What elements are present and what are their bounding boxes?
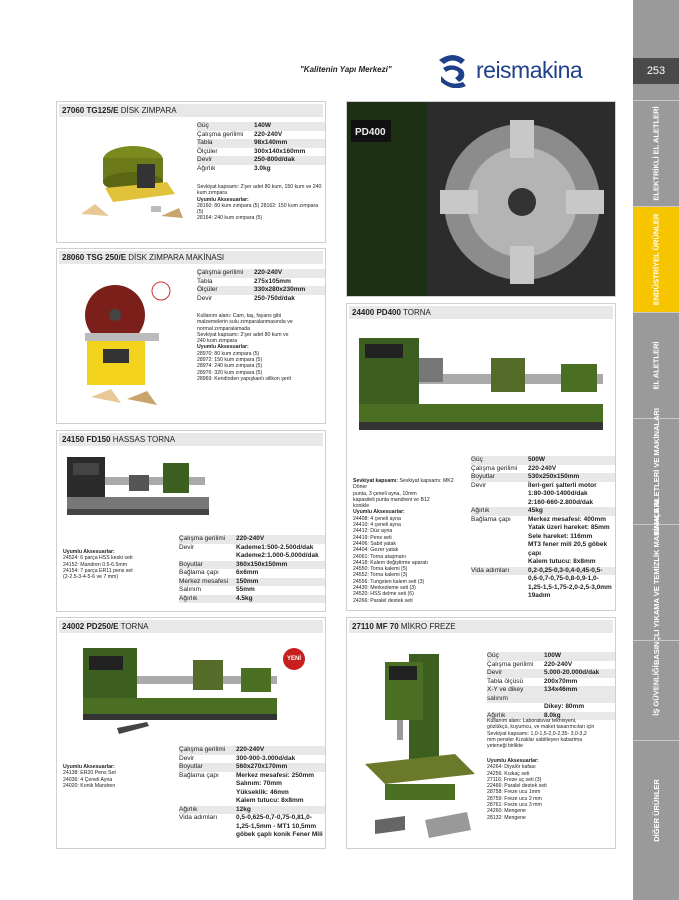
product-notes: Kullanım alanı: Laboratuvar teknisyeni, gözlükçü, kuyumcu, ve maket tasarımcıları için Sevkiyat kapsamı: 1,0-1,5-2,0-2,35- 3,0-3,2 mm pensler Kızaklar sabitleyen kabartma yeteneği birlikte <box>487 718 595 750</box>
tab-is-guvenligi[interactable]: İŞ GÜVENLİĞİ <box>633 640 679 740</box>
product-notes: Sevkiyat kapsamı: Sevkiyat kapsamı: MK2 Döner punta, 3 çeneli ayna, 10mm kapasiteli punta mandreni ve B12 konikle Uyumlu Aksesuarlar: 24408: 4 çeneli ayna 24410: 4 çeneli ayna 24412: Düz ayna 24419: Pens seti 24406: Sabit yatak 24404: Gezer yatak 24061: Torna ataşmanı 24418: Kalem değiştirme aparatı 24550: Torna kalemi (5) 24552: Torna kalemi (3) 24556: Tungsten kalem seti (3) 24430: Merkezleme seti (3) 24520: HSS delme seti (6) 24266: Paralel destek seti <box>353 478 454 604</box>
chuck-photo <box>346 101 616 297</box>
micro-mill-image <box>355 644 481 844</box>
product-notes: Uyumlu Aksesuarlar: 24524: 6 parça HSS keski seti 24152: Mandren 0.5-6.5mm 24154: 7 parça ER11 pens set (2-2.5-3-4-5-6 ve 7 mm) <box>63 549 133 581</box>
product-notes: Sevkiyat kapsamı: 2'şer adet 80 kum, 150 kum ve 240 kum zımpara Uyumlu Aksesuarlar: 28160: 80 kum zımpara (5) 28162: 150 kum zımpara (5) 28164: 240 kum zımpara (5) <box>197 184 322 222</box>
product-title: 24002 PD250/E TORNA <box>59 620 323 633</box>
product-card-mf70 <box>346 617 616 849</box>
tab-endustriyel[interactable]: ENDÜSTRİYEL ÜRÜNLER <box>633 206 679 312</box>
product-title: 24150 FD150 HASSAS TORNA <box>59 433 323 446</box>
product-card-tsg250 <box>56 248 326 424</box>
product-card-pd400 <box>346 303 616 611</box>
precision-lathe-image <box>63 447 213 529</box>
product-title: 24400 PD400 TORNA <box>349 306 613 319</box>
tab-diger[interactable]: DİĞER ÜRÜNLER <box>633 740 679 880</box>
brand-name: reismakina <box>476 57 583 83</box>
lathe-pd400-image <box>355 328 611 448</box>
product-title: 27110 MF 70 MİKRO FREZE <box>349 620 613 633</box>
product-title: 28060 TSG 250/E DİSK ZIMPARA MAKİNASI <box>59 251 323 264</box>
tab-bahce[interactable]: BAHÇE ALETLERİ VE MAKİNALARI <box>633 418 679 524</box>
lathe-chuck-image <box>347 102 616 297</box>
reis-logo-icon <box>435 52 471 88</box>
product-card-fd150 <box>56 430 326 612</box>
spec-list: Güç 500W Çalışma gerilimi 220-240V Boyutlar 530x250x150mm Devir İleri-geri şalterli motor 1:80-300-1400d/dak 2:160-660-2.800d/dak Ağırlık 45kg Bağlama çapı Merkez mesafesi: 400mm Yatak üzeri hareket: 85mm Sele hareket: 116mm MT3 fener mili 20,5 göbek çapı Kalem tutucu: 8x8mm Vida adımları 0,2-0,25-0,3-0,4-0,45-0,5- 0,6-0,7-0,75-0,8-0,9-1,0- 1,25-1,5-1,75-2,0-2,5-3,0mm 19adım <box>471 456 615 601</box>
spec-list: Güç 140W Çalışma gerilimi 220-240V Tabla 98x140mm Ölçüler 300x140x160mm Devir 250-800d/dak Ağırlık 3.0kg <box>197 122 325 173</box>
product-notes: Kullanım alanı: Cam, taş, fayans gibi malzemelerin sulu zımparalanmasında ve normal zımparalamada Sevkiyat kapsamı: 2'şer adet 80 kum ve 240 kum zımpara Uyumlu Aksesuarlar: 28970: 80 kum zımpara (5) 28972: 150 kum zımpara (5) 28974: 240 kum zımpara (5) 28976: 320 kum zımpara (5) 28969: Kendinden yapışkanlı silikon şerit <box>197 313 293 382</box>
page-header <box>300 52 630 88</box>
product-title: 27060 TG125/E DİSK ZIMPARA <box>59 104 323 117</box>
new-badge: YENİ <box>283 648 305 670</box>
tab-el-aletleri[interactable]: EL ALETLERİ <box>633 312 679 418</box>
spec-list: Çalışma gerilimi 220-240V Tabla 275x105mm Ölçüler 330x280x230mm Devir 250-750d/dak <box>197 269 325 303</box>
photo-label: PD400 <box>355 127 386 138</box>
spec-list: Çalışma gerilimi 220-240V Devir Kademe1:500-2.500d/dak Kademe2:1.000-5.000d/dak Boyutlar 360x150x150mm Bağlama çapı 6x6mm Merkez mesafesi 150mm Salınım 55mm Ağırlık 4.5kg <box>179 535 325 603</box>
product-card-pd250 <box>56 617 326 849</box>
tab-elektrikli[interactable]: ELEKTRİKLİ EL ALETLERİ <box>633 100 679 206</box>
lathe-pd250-image <box>77 638 283 742</box>
spec-list: Çalışma gerilimi 220-240V Devir 300-900-3.000d/dak Boyutlar 560x270x170mm Bağlama çapı Merkez mesafesi: 250mm Salınım: 70mm Yükseklik: 46mm Kalem tutucu: 8x8mm Ağırlık 12kg Vida adımları 0,5-0,625-0,7-0,75-0,81,0- 1,25-1,5mm - MT1 10,5mm göbek çaplı konik Fener Mili <box>179 746 325 840</box>
spec-list: Güç 100W Çalışma gerilimi 220-240V Devir 5.000-20.000d/dak Tabla ölçüsü 200x70mm X-Y ve dikey salınım 134x46mm Dikey: 80mm Ağırlık 8.0kg <box>487 652 615 720</box>
product-card-tg125 <box>56 101 326 243</box>
page-number: 253 <box>633 58 679 84</box>
disk-sander-machine-image <box>63 271 191 411</box>
accessory-list: Uyumlu Aksesuarlar: 24264: Diyalör kafası 24256: Kıskaç seti 27116: Freze uç seti (3) 22466: Paralel destek seti 28758: Freze ucu 1mm 28759: Freze ucu 2 mm 28761: Freze ucu 3 mm 24260: Mengene 28132: Mengene <box>487 758 547 821</box>
tab-basincli[interactable]: BASINÇLI YIKAMA VE TEMİZLİK MAKİNALARI <box>633 524 679 640</box>
slogan: "Kalitenin Yapı Merkezi" <box>300 65 392 74</box>
product-notes: Uyumlu Aksesuarlar: 24138: ER20 Pens Set 24036: 4 Çeneli Ayna 24020: Konik Mandren <box>63 764 116 789</box>
disk-sander-image <box>75 124 185 224</box>
